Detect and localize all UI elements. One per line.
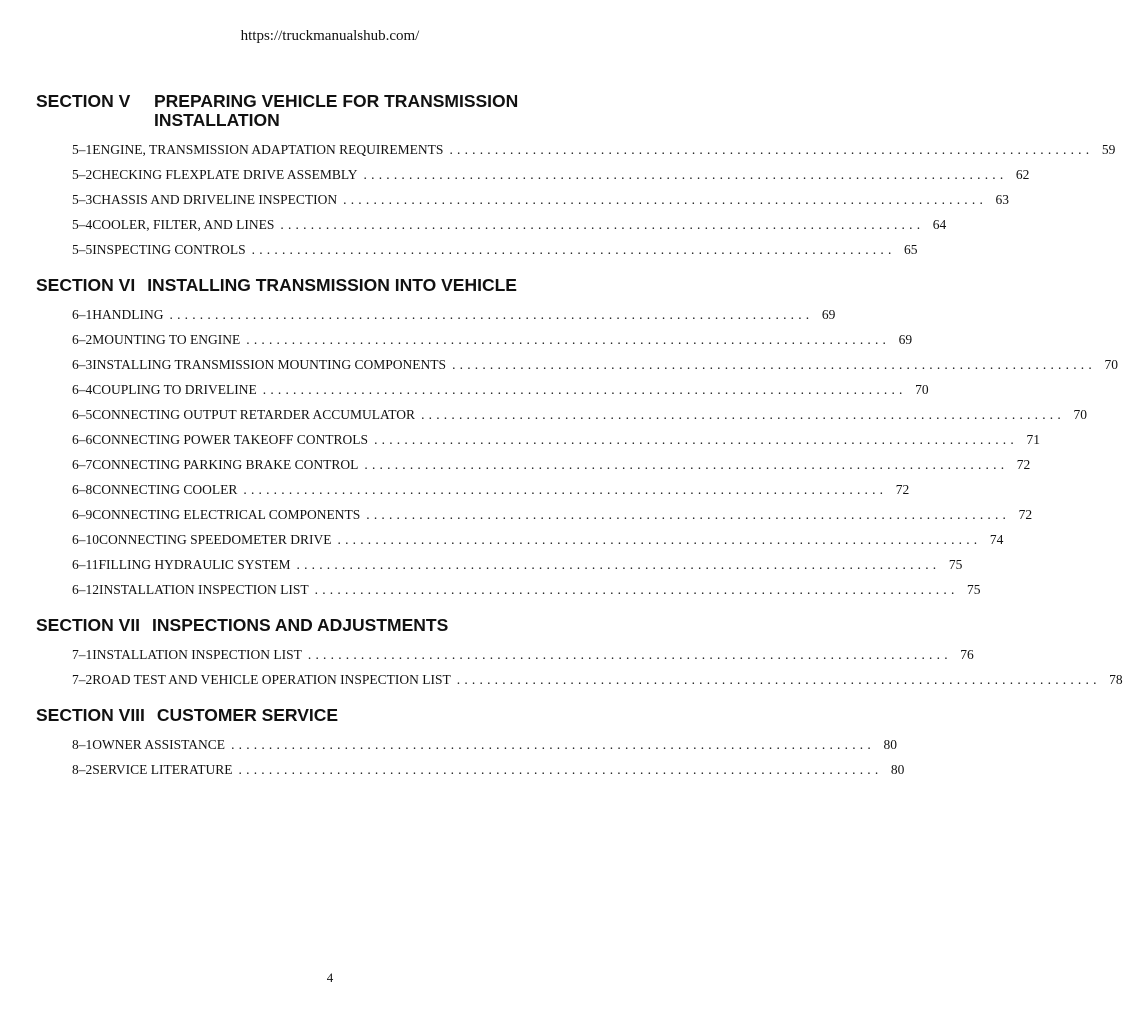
- dot-leader: .....................................................................................: [343, 192, 988, 207]
- dot-leader: .....................................................................................: [364, 457, 1009, 472]
- entry-page: 65: [904, 242, 918, 257]
- table-of-contents: [36, 91, 1123, 782]
- dot-leader: .....................................................................................: [421, 407, 1065, 422]
- toc-entry[interactable]: [72, 327, 913, 352]
- section-title: PREPARING VEHICLE FOR TRANSMISSION INSTALLATION: [154, 91, 519, 130]
- entry-title: SERVICE LITERATURE: [92, 762, 233, 777]
- entry-number: 6–2: [72, 332, 93, 347]
- section-heading: [36, 92, 606, 130]
- entry-page: 70: [1073, 407, 1087, 422]
- entry-number: 6–7: [72, 457, 93, 472]
- entry-title: CONNECTING SPEEDOMETER DRIVE: [99, 532, 332, 547]
- toc-entry[interactable]: [72, 137, 1116, 162]
- section-label: SECTION VIII: [36, 705, 145, 725]
- entry-number: 8–2: [72, 762, 93, 777]
- dot-leader: .....................................................................................: [296, 557, 941, 572]
- toc-entry[interactable]: [72, 577, 981, 602]
- dot-leader: .....................................................................................: [452, 357, 1096, 372]
- section-heading: [36, 616, 606, 635]
- dot-leader: .....................................................................................: [363, 167, 1008, 182]
- entry-page: 63: [995, 192, 1010, 207]
- dot-leader: .....................................................................................: [169, 307, 814, 322]
- entry-number: 5–5: [72, 242, 93, 257]
- dot-leader: .....................................................................................: [231, 737, 875, 752]
- dot-leader: .....................................................................................: [374, 432, 1018, 447]
- dot-leader: .....................................................................................: [337, 532, 982, 547]
- entry-title: CONNECTING OUTPUT RETARDER ACCUMULATOR: [92, 407, 416, 422]
- toc-entry[interactable]: [72, 402, 1087, 427]
- entry-title: INSTALLATION INSPECTION LIST: [99, 582, 309, 597]
- dot-leader: .....................................................................................: [251, 242, 896, 257]
- dot-leader: .....................................................................................: [456, 672, 1101, 687]
- entry-number: 5–3: [72, 192, 93, 207]
- toc-entry[interactable]: [72, 732, 897, 757]
- entry-title: COOLER, FILTER, AND LINES: [92, 217, 275, 232]
- dot-leader: .....................................................................................: [243, 482, 888, 497]
- entry-title: INSTALLING TRANSMISSION MOUNTING COMPONENTS: [92, 357, 447, 372]
- entry-title: ENGINE, TRANSMISSION ADAPTATION REQUIREMENTS: [92, 142, 444, 157]
- entry-number: 5–4: [72, 217, 93, 232]
- entry-number: 6–4: [72, 382, 93, 397]
- entry-title: ROAD TEST AND VEHICLE OPERATION INSPECTION LIST: [92, 672, 451, 687]
- toc-entry[interactable]: [72, 377, 929, 402]
- toc-entry[interactable]: [72, 552, 963, 577]
- entry-number: 6–6: [72, 432, 93, 447]
- section-heading: [36, 706, 606, 725]
- entry-number: 6–3: [72, 357, 93, 372]
- entry-page: 72: [1016, 457, 1031, 472]
- section-title: CUSTOMER SERVICE: [156, 705, 339, 725]
- entry-page: 59: [1101, 142, 1116, 157]
- toc-entry[interactable]: [72, 237, 918, 262]
- entry-title: INSPECTING CONTROLS: [92, 242, 246, 257]
- entry-number: 5–1: [72, 142, 93, 157]
- entry-number: 6–5: [72, 407, 93, 422]
- entry-page: 62: [1015, 167, 1030, 182]
- entry-number: 6–8: [72, 482, 93, 497]
- dot-leader: .....................................................................................: [307, 647, 952, 662]
- entry-page: 69: [821, 307, 836, 322]
- toc-entry[interactable]: [72, 477, 910, 502]
- toc-entry[interactable]: [72, 527, 1004, 552]
- entry-number: 7–2: [72, 672, 93, 687]
- section-title: INSPECTIONS AND ADJUSTMENTS: [152, 615, 449, 635]
- entry-page: 70: [915, 382, 929, 397]
- dot-leader: .....................................................................................: [238, 762, 883, 777]
- toc-entry[interactable]: [72, 427, 1040, 452]
- section-heading: [36, 276, 606, 295]
- entry-page: 80: [890, 762, 905, 777]
- dot-leader: .....................................................................................: [262, 382, 907, 397]
- entry-title: CONNECTING PARKING BRAKE CONTROL: [92, 457, 359, 472]
- entry-page: 74: [989, 532, 1004, 547]
- entry-number: 7–1: [72, 647, 93, 662]
- toc-entry[interactable]: [72, 212, 947, 237]
- entry-page: 75: [967, 582, 981, 597]
- entry-page: 72: [895, 482, 910, 497]
- page-number: 4: [326, 970, 334, 985]
- entry-page: 78: [1109, 672, 1123, 687]
- entry-page: 72: [1018, 507, 1033, 522]
- entry-title: CONNECTING COOLER: [92, 482, 238, 497]
- entry-title: COUPLING TO DRIVELINE: [92, 382, 257, 397]
- section-title: INSTALLING TRANSMISSION INTO VEHICLE: [147, 275, 517, 295]
- dot-leader: .....................................................................................: [449, 142, 1094, 157]
- entry-title: CHASSIS AND DRIVELINE INSPECTION: [92, 192, 338, 207]
- toc-entry[interactable]: [72, 502, 1033, 527]
- entry-title: MOUNTING TO ENGINE: [92, 332, 241, 347]
- entry-title: OWNER ASSISTANCE: [92, 737, 226, 752]
- dot-leader: .....................................................................................: [246, 332, 891, 347]
- entry-page: 75: [948, 557, 963, 572]
- entry-number: 5–2: [72, 167, 93, 182]
- toc-entry[interactable]: [72, 667, 1123, 692]
- toc-entry[interactable]: [72, 452, 1031, 477]
- entry-page: 80: [883, 737, 897, 752]
- dot-leader: .....................................................................................: [366, 507, 1011, 522]
- section-label: SECTION VII: [36, 615, 141, 635]
- entry-title: FILLING HYDRAULIC SYSTEM: [98, 557, 291, 572]
- toc-entry[interactable]: [72, 162, 1030, 187]
- section-label: SECTION VI: [36, 275, 136, 295]
- entry-title: INSTALLATION INSPECTION LIST: [92, 647, 302, 662]
- entry-page: 69: [898, 332, 913, 347]
- entry-number: 6–1: [72, 307, 93, 322]
- dot-leader: .....................................................................................: [280, 217, 925, 232]
- dot-leader: .....................................................................................: [314, 582, 959, 597]
- source-url[interactable]: https://truckmanualshub.com/: [240, 28, 420, 44]
- entry-title: CONNECTING POWER TAKEOFF CONTROLS: [92, 432, 369, 447]
- entry-title: HANDLING: [92, 307, 164, 322]
- entry-number: 6–10: [72, 532, 99, 547]
- entry-title: CONNECTING ELECTRICAL COMPONENTS: [92, 507, 361, 522]
- entry-number: 8–1: [72, 737, 93, 752]
- toc-entry[interactable]: [72, 757, 905, 782]
- entry-page: 64: [932, 217, 947, 232]
- toc-entry[interactable]: [72, 187, 1010, 212]
- entry-page: 71: [1026, 432, 1040, 447]
- toc-entry[interactable]: [72, 302, 836, 327]
- entry-page: 70: [1104, 357, 1118, 372]
- entry-number: 6–11: [72, 557, 99, 572]
- entry-title: CHECKING FLEXPLATE DRIVE ASSEMBLY: [92, 167, 358, 182]
- entry-number: 6–12: [72, 582, 99, 597]
- entry-page: 76: [960, 647, 974, 662]
- entry-number: 6–9: [72, 507, 93, 522]
- toc-entry[interactable]: [72, 352, 1118, 377]
- toc-entry[interactable]: [72, 642, 974, 667]
- section-label: SECTION V: [36, 91, 131, 111]
